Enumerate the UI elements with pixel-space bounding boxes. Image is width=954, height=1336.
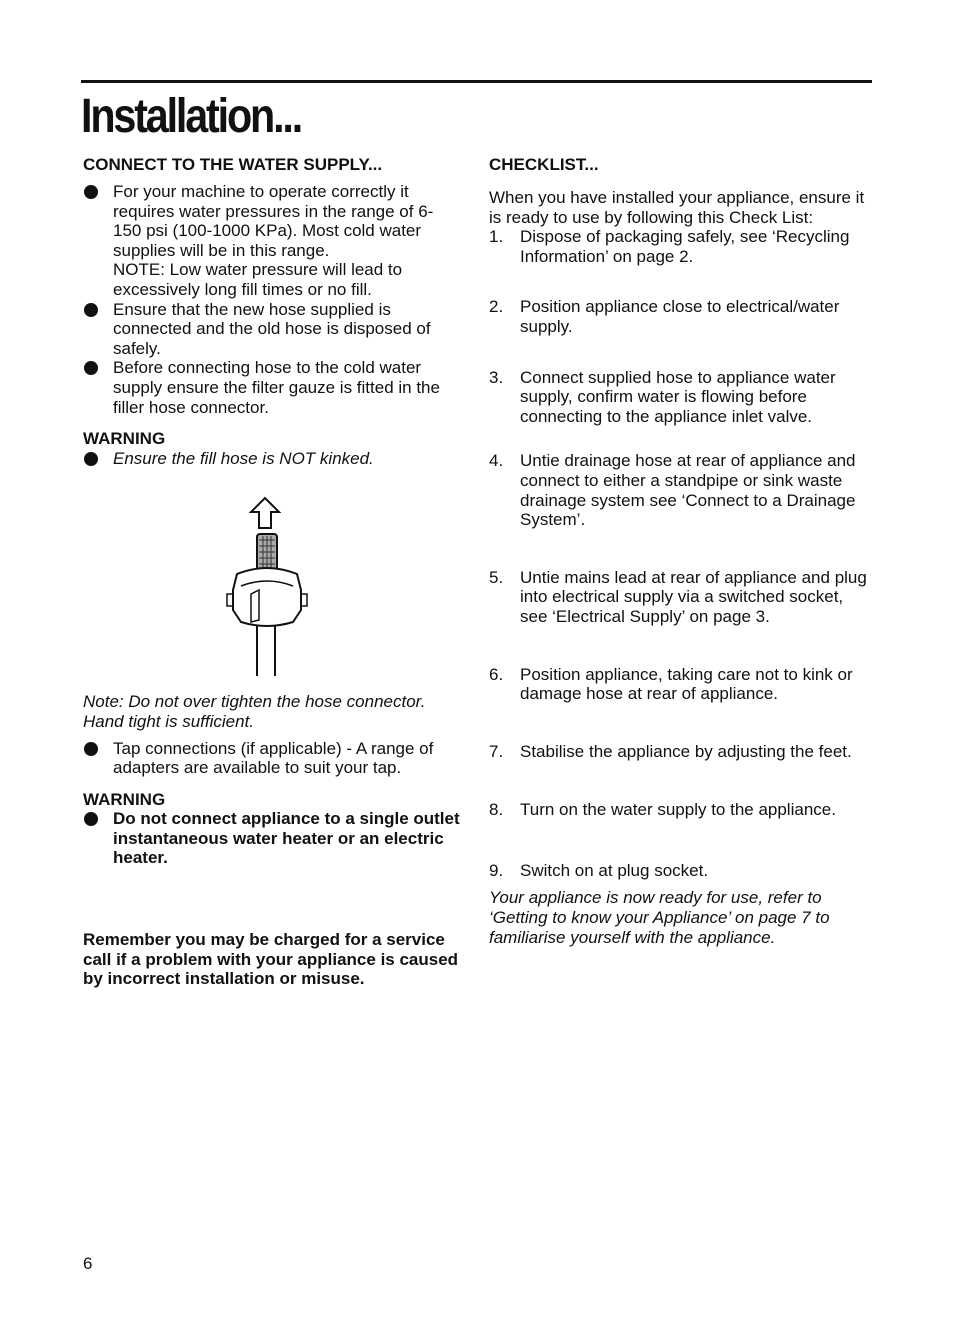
bullet-icon: [84, 361, 98, 375]
tighten-note: Note: Do not over tighten the hose connector. Hand tight is sufficient.: [83, 692, 426, 731]
warning-text: Do not connect appliance to a single outlet instantaneous water heater or an electric heater.: [113, 809, 460, 868]
bullet-icon: [84, 742, 98, 756]
checklist-item: [489, 368, 874, 427]
checklist-item: [489, 861, 874, 881]
item-number: 9.: [489, 860, 504, 880]
bullet-text: Ensure that the new hose supplied is connected and the old hose is disposed of safely.: [113, 299, 431, 358]
warning-label: WARNING: [83, 429, 166, 449]
service-call-notice: Remember you may be charged for a service call if a problem with your appliance is caused by incorrect installation or misuse.: [83, 930, 459, 989]
checklist-intro: When you have installed your appliance, ensure it is ready to use by following this Check List:: [489, 188, 865, 227]
item-number: 7.: [489, 741, 504, 761]
warning-item: [83, 449, 461, 469]
bullet-text: For your machine to operate correctly it requires water pressures in the range of 6-150 psi (100-1000 KPa). Most cold water supplies will be in this range.: [113, 182, 434, 260]
right-column: [489, 154, 874, 947]
closing-note: Your appliance is now ready for use, refer to ‘Getting to know your Appliance’ on page 7 to familiarise yourself with the appliance.: [489, 888, 830, 947]
section-heading-checklist: CHECKLIST...: [489, 155, 599, 174]
left-column: [83, 154, 461, 989]
checklist-item: [489, 227, 874, 266]
item-number: 1.: [489, 227, 504, 247]
item-text: Untie drainage hose at rear of appliance and connect to either a standpipe or sink waste drainage system see ‘Connect to a Drainage System’.: [520, 451, 856, 530]
page-number: 6: [83, 1254, 93, 1273]
item-text: Stabilise the appliance by adjusting the feet.: [520, 741, 852, 761]
item-text: Connect supplied hose to appliance water supply, confirm water is flowing before connecting to the appliance inlet valve.: [520, 367, 836, 426]
item-number: 3.: [489, 367, 504, 387]
bullet-text: Before connecting hose to the cold water supply ensure the filter gauze is fitted in the filler hose connector.: [113, 358, 440, 417]
bullet-icon: [84, 185, 98, 199]
item-number: 8.: [489, 800, 504, 820]
warning-text: Ensure the fill hose is NOT kinked.: [113, 448, 374, 468]
bullet-text: Tap connections (if applicable) - A range of adapters are available to suit your tap.: [113, 738, 434, 778]
bullet-item: [83, 358, 461, 417]
checklist-item: [489, 568, 874, 627]
bullet-icon: [84, 812, 98, 826]
warning-label: WARNING: [83, 789, 166, 809]
item-number: 4.: [489, 451, 504, 471]
item-text: Position appliance, taking care not to kink or damage hose at rear of appliance.: [520, 664, 853, 704]
checklist-item: [489, 742, 874, 762]
pressure-note: NOTE: Low water pressure will lead to excessively long fill times or no fill.: [113, 260, 403, 299]
checklist-item: [489, 297, 874, 336]
up-arrow-icon: [251, 498, 279, 528]
checklist-item: [489, 665, 874, 704]
bullet-item: [83, 300, 461, 359]
checklist-item: [489, 451, 874, 529]
hose-connector-illustration: [201, 490, 311, 680]
item-text: Turn on the water supply to the appliance.: [520, 800, 836, 820]
page-title: Installation...: [81, 90, 302, 143]
section-heading-water-supply: CONNECT TO THE WATER SUPPLY...: [83, 155, 383, 174]
top-rule: [81, 80, 872, 83]
bullet-icon: [84, 303, 98, 317]
warning-item: [83, 809, 461, 868]
item-text: Switch on at plug socket.: [520, 860, 709, 880]
item-text: Untie mains lead at rear of appliance and plug into electrical supply via a switched socket, see ‘Electrical Supply’ on page 3.: [520, 567, 867, 626]
bullet-item: [83, 182, 461, 300]
item-text: Dispose of packaging safely, see ‘Recycling Information’ on page 2.: [520, 227, 850, 266]
item-number: 5.: [489, 567, 504, 587]
item-text: Position appliance close to electrical/water supply.: [520, 297, 840, 336]
bullet-item: [83, 739, 461, 778]
bullet-icon: [84, 452, 98, 466]
checklist-item: [489, 800, 874, 820]
item-number: 6.: [489, 664, 504, 684]
item-number: 2.: [489, 297, 504, 317]
